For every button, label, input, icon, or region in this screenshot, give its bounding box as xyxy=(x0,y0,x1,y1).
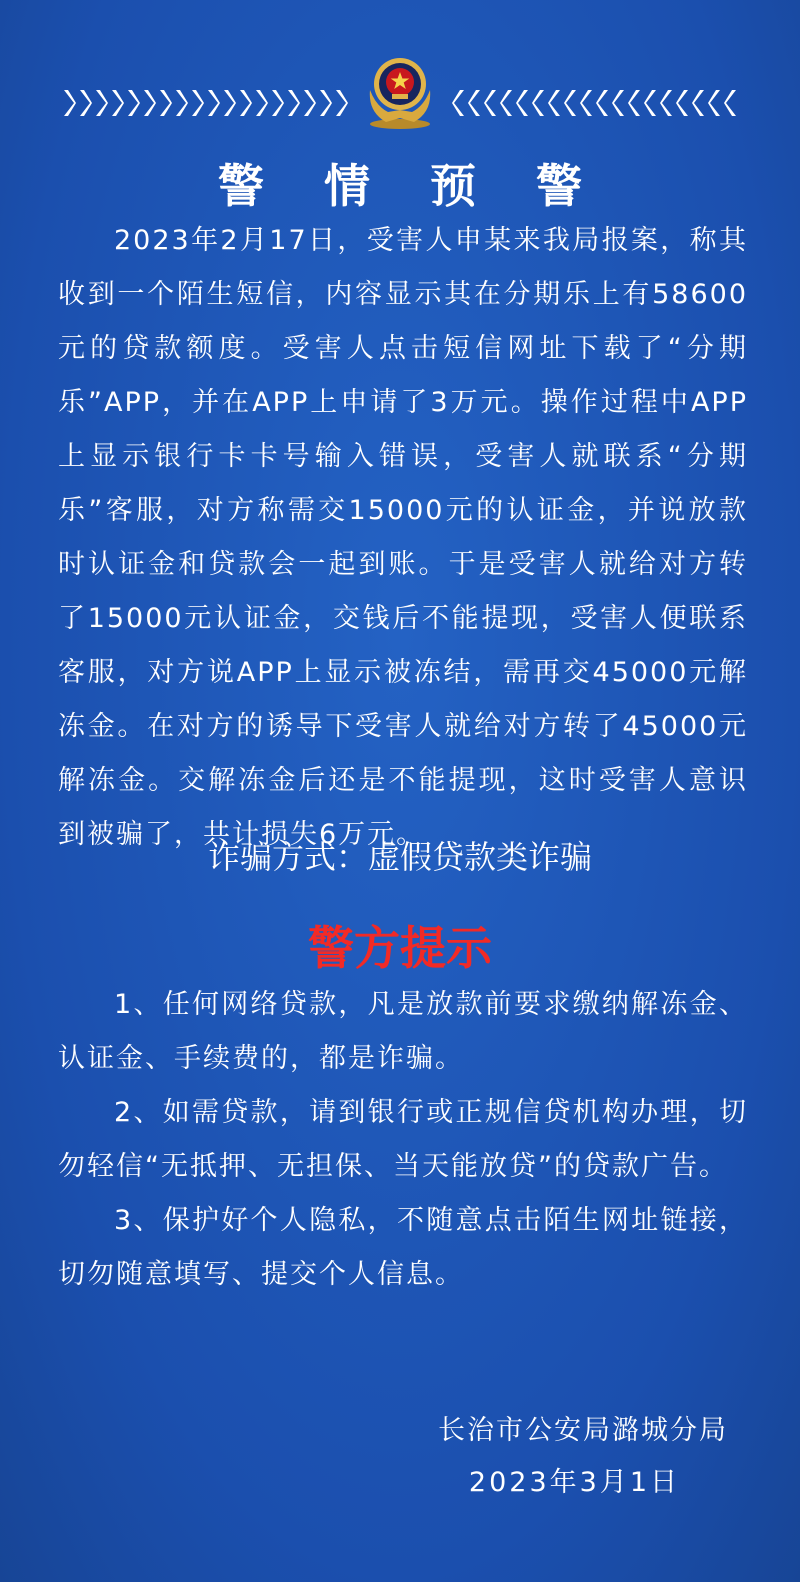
chevron-right-icon xyxy=(334,88,348,118)
chevron-left-icon xyxy=(644,88,658,118)
chevron-right-icon xyxy=(318,88,332,118)
chevron-right-icon xyxy=(126,88,140,118)
tips-list xyxy=(58,978,748,1302)
case-description: 2023年2月17日，受害人申某来我局报案，称其收到一个陌生短信，内容显示其在分期乐上有58600元的贷款额度。受害人点击短信网址下载了“分期乐”APP，并在APP上申请了3万元。操作过程中APP上显示银行卡卡号输入错误，受害人就联系“分期乐”客服，对方称需交15000元的认证金，并说放款时认证金和贷款会一起到账。于是受害人就给对方转了15000元认证金，交钱后不能提现，受害人便联系客服，对方说APP上显示被冻结，需再交45000元解冻金。在对方的诱导下受害人就给对方转了45000元解冻金。交解冻金后还是不能提现，这时受害人意识到被骗了，共计损失6万元。 xyxy=(58,225,748,850)
chevron-left-icon xyxy=(532,88,546,118)
page-title: 警 情 预 警 xyxy=(217,159,605,213)
chevron-left-icon xyxy=(724,88,738,118)
chevron-right-icon xyxy=(286,88,300,118)
chevron-right-icon xyxy=(222,88,236,118)
chevron-right-icon xyxy=(302,88,316,118)
chevron-left-icon xyxy=(580,88,594,118)
chevron-left-icon xyxy=(500,88,514,118)
chevron-right-icon xyxy=(190,88,204,118)
tip-item: 1、任何网络贷款，凡是放款前要求缴纳解冻金、认证金、手续费的，都是诈骗。 xyxy=(58,989,748,1074)
chevron-right-icon xyxy=(238,88,252,118)
chevron-right-icon xyxy=(110,88,124,118)
chevron-right-icon xyxy=(94,88,108,118)
tip-item: 2、如需贷款，请到银行或正规信贷机构办理，切勿轻信“无抵押、无担保、当天能放贷”的贷款广告。 xyxy=(58,1097,748,1182)
chevron-left-icon xyxy=(708,88,722,118)
chevron-left-icon xyxy=(596,88,610,118)
police-emblem-icon xyxy=(360,50,440,130)
chevron-left-icon xyxy=(564,88,578,118)
chevron-left-icon xyxy=(548,88,562,118)
issue-date: 2023年3月1日 xyxy=(468,1467,680,1498)
chevron-right-icon xyxy=(158,88,172,118)
chevron-right-icon xyxy=(270,88,284,118)
chevron-right-icon xyxy=(206,88,220,118)
tip-item: 3、保护好个人隐私，不随意点击陌生网址链接，切勿随意填写、提交个人信息。 xyxy=(58,1205,748,1290)
chevron-left-icon xyxy=(676,88,690,118)
chevron-row-left xyxy=(62,88,348,118)
chevron-right-icon xyxy=(174,88,188,118)
chevron-left-icon xyxy=(628,88,642,118)
chevron-left-icon xyxy=(692,88,706,118)
chevron-right-icon xyxy=(78,88,92,118)
chevron-right-icon xyxy=(142,88,156,118)
chevron-right-icon xyxy=(62,88,76,118)
chevron-left-icon xyxy=(452,88,466,118)
chevron-right-icon xyxy=(254,88,268,118)
chevron-left-icon xyxy=(660,88,674,118)
chevron-left-icon xyxy=(516,88,530,118)
chevron-left-icon xyxy=(468,88,482,118)
chevron-row-right xyxy=(452,88,738,118)
chevron-left-icon xyxy=(484,88,498,118)
chevron-left-icon xyxy=(612,88,626,118)
scam-type-heading: 诈骗方式：虚假贷款类诈骗 xyxy=(207,838,592,876)
issuing-organization: 长治市公安局潞城分局 xyxy=(438,1415,728,1446)
police-tips-title: 警方提示 xyxy=(308,921,492,975)
